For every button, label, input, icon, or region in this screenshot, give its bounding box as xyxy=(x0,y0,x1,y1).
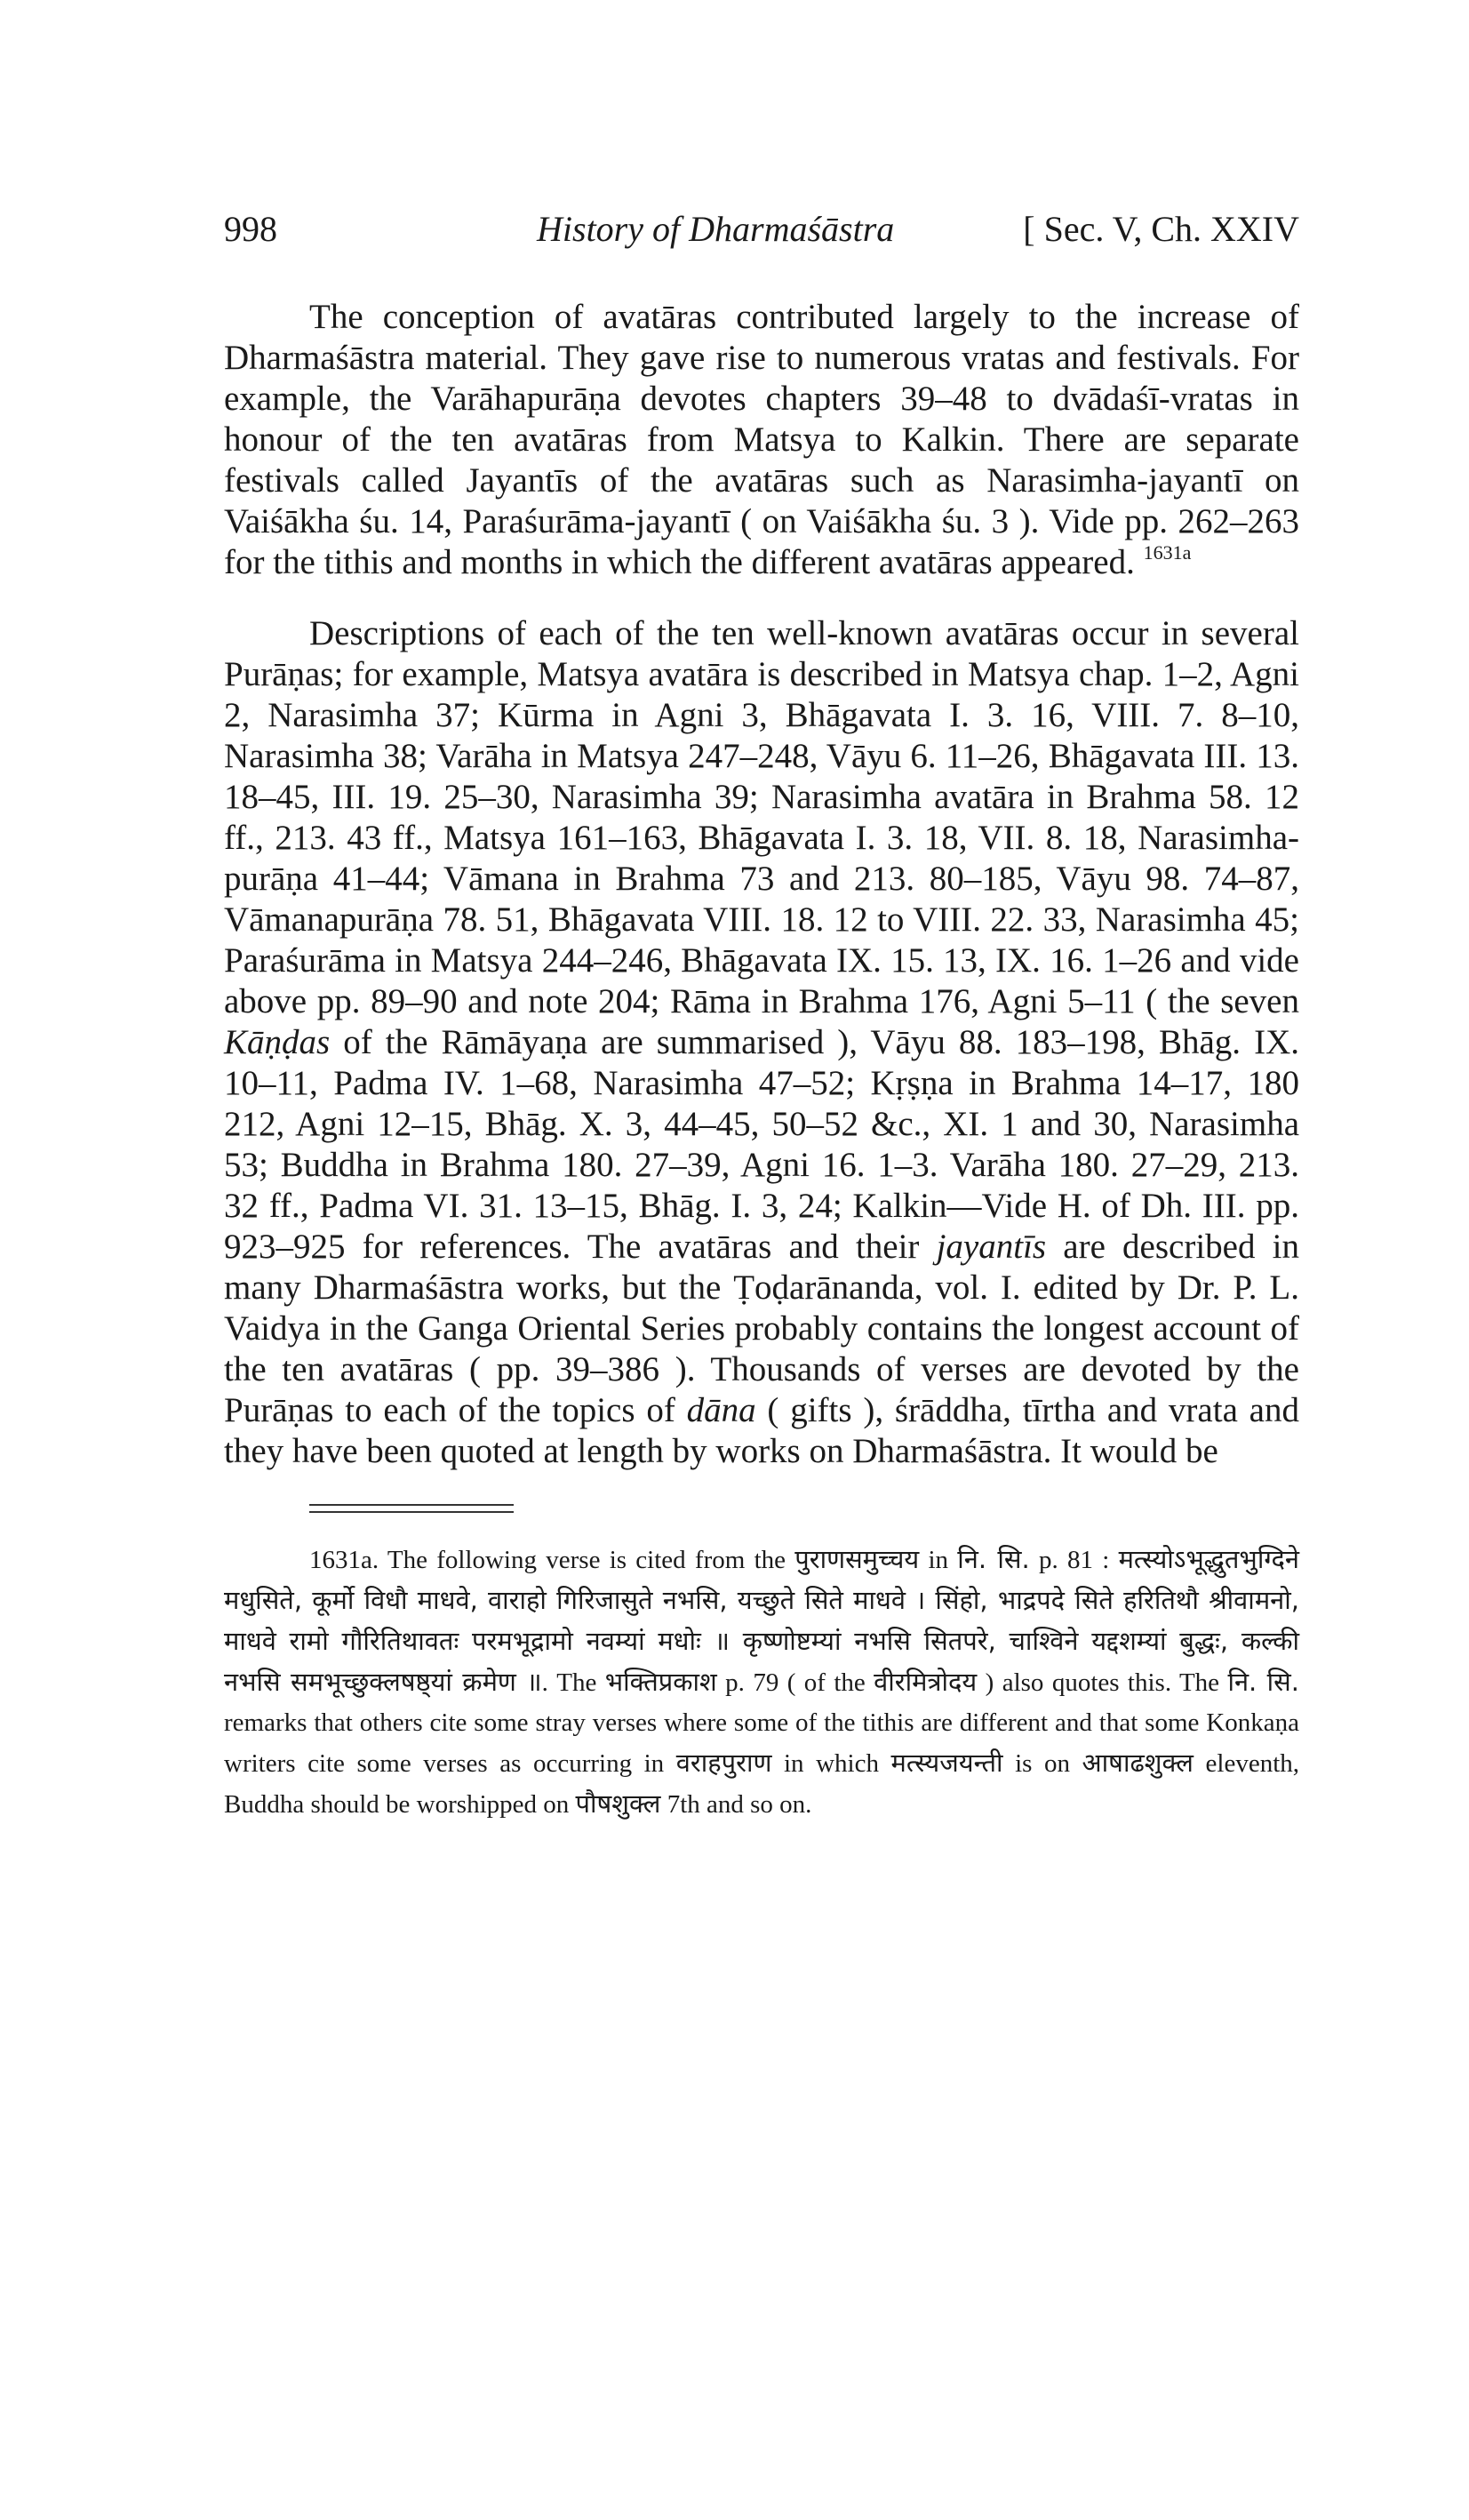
sanskrit-term: पुराणसमुच्चय xyxy=(794,1544,920,1574)
paragraph-text: are described in many Dharmaśāstra works, but the Ṭoḍarānanda, vol. I. edited by Dr. P. L. Vaidya in the Ganga Oriental Series probably contains the longest account of the ten avatāras ( pp. 39–386 ). Thousands of verses are devoted by the Purāṇas to each of the topics of xyxy=(224,1228,1299,1429)
running-head xyxy=(224,203,1299,256)
footnote-divider xyxy=(309,1504,514,1513)
main-text xyxy=(224,297,1299,1472)
footnote-text: 7th and so on. xyxy=(660,1790,812,1819)
footnote-marker: 1631a. xyxy=(309,1546,379,1574)
page-number: 998 xyxy=(224,209,277,249)
footnote-text: . The xyxy=(541,1668,605,1697)
sanskrit-term: पौषशुक्ल xyxy=(575,1788,661,1819)
footnote-text: p. 79 ( of the xyxy=(716,1668,874,1697)
paragraph-text: ( gifts ), śrāddha, tīrtha and vrata and they have been quoted at length by works on Dharmaśāstra. It would be xyxy=(224,1391,1299,1470)
sanskrit-term: भक्तिप्रकाश xyxy=(604,1667,717,1697)
sanskrit-verse: मत्स्योऽभूद्धुतभुग्दिने मधुसिते, कूर्मो विधौ माधवे, वाराहो गिरिजासुते नभसि, यच्छुते सिते माधवे । सिंहो, भाद्रपदे सिते हरितिथौ श्रीवामनो, माधवे रामो गौरितिथावतः परमभूद्रामो नवम्यां मधोः ॥ कृष्णोष्टम्यां नभसि सितपरे, चाश्विने यद्दशम्यां बुद्धः, कल्की नभसि समभूच्छुक्लषष्ठ्यां क्रमेण ॥ xyxy=(224,1544,1299,1697)
sanskrit-term: नि. सि. xyxy=(957,1544,1030,1574)
section-reference: [ Sec. V, Ch. XXIV xyxy=(1023,209,1299,249)
footnote-1631a xyxy=(224,1540,1299,1825)
footnote-text: p. 81 : xyxy=(1029,1546,1119,1574)
paragraph-avatara-conception xyxy=(224,297,1299,583)
italic-term: jayantīs xyxy=(936,1228,1047,1266)
sanskrit-term: वीरमित्रोदय xyxy=(874,1667,978,1697)
footnote-text: remarks that others cite some stray verses where some of the tithis are different and that some Konkaṇa writers cite some verses as occurring in xyxy=(224,1708,1299,1778)
sanskrit-term: मत्स्यजयन्ती xyxy=(890,1748,1003,1778)
footnote-text: is on xyxy=(1002,1749,1082,1778)
paragraph-avatara-descriptions xyxy=(224,613,1299,1472)
book-title: History of Dharmaśāstra xyxy=(537,209,895,249)
sanskrit-term: वराहपुराण xyxy=(675,1748,772,1778)
footnote-paragraph xyxy=(224,1540,1299,1825)
footnote-text: eleventh, Buddha should be worshipped on xyxy=(224,1749,1300,1819)
sanskrit-term: नि. सि. xyxy=(1227,1667,1299,1697)
footnote-reference: 1631a xyxy=(1143,541,1192,564)
footnote-text: ) also quotes this. The xyxy=(977,1668,1228,1697)
paragraph-text: of the Rāmāyaṇa are summarised ), Vāyu 88. 183–198, Bhāg. IX. 10–11, Padma IV. 1–68, Narasimha 47–52; Kṛṣṇa in Brahma 14–17, 180 212, Agni 12–15, Bhāg. X. 3, 44–45, 50–52 &c., XI. 1 and 30, Narasimha 53; Buddha in Brahma 180. 27–39, Agni 16. 1–3. Varāha 180. 27–29, 213. 32 ff., Padma VI. 31. 13–15, Bhāg. I. 3, 24; Kalkin—Vide H. of Dh. III. pp. 923–925 for references. The avatāras and their xyxy=(224,1023,1299,1266)
footnote-text: in which xyxy=(771,1749,891,1778)
paragraph-text: The conception of avatāras contributed largely to the increase of Dharmaśāstra material. They gave rise to numerous vratas and festivals. For example, the Varāhapurāṇa devotes chapters 39–48 to dvādaśī-vratas in honour of the ten avatāras from Matsya to Kalkin. There are separate festivals called Jayantīs of the avatāras such as Narasimha-jayantī on Vaiśākha śu. 14, Paraśurāma-jayantī ( on Vaiśākha śu. 3 ). Vide pp. 262–263 for the tithis and months in which the different avatāras appeared. xyxy=(224,298,1299,581)
footnote-text: The following verse is cited from the xyxy=(379,1546,795,1574)
italic-term: dāna xyxy=(686,1391,756,1429)
footnote-text: in xyxy=(919,1546,958,1574)
paragraph-text: Descriptions of each of the ten well-known avatāras occur in several Purāṇas; for example, Matsya avatāra is described in Matsya chap. 1–2, Agni 2, Narasimha 37; Kūrma in Agni 3, Bhāgavata I. 3. 16, VIII. 7. 8–10, Narasimha 38; Varāha in Matsya 247–248, Vāyu 6. 11–26, Bhāgavata III. 13. 18–45, III. 19. 25–30, Narasimha 39; Narasimha avatāra in Brahma 58. 12 ff., 213. 43 ff., Matsya 161–163, Bhāgavata I. 3. 18, VII. 8. 18, Narasimha-purāṇa 41–44; Vāmana in Brahma 73 and 213. 80–185, Vāyu 98. 74–87, Vāmanapurāṇa 78. 51, Bhāgavata VIII. 18. 12 to VIII. 22. 33, Narasimha 45; Paraśurāma in Matsya 244–246, Bhāgavata IX. 15. 13, IX. 16. 1–26 and vide above pp. 89–90 and note 204; Rāma in Brahma 176, Agni 5–11 ( the seven xyxy=(224,614,1299,1020)
book-page xyxy=(224,203,1299,1825)
italic-term: Kāṇḍas xyxy=(224,1023,331,1061)
sanskrit-term: आषाढशुक्ल xyxy=(1082,1748,1194,1778)
